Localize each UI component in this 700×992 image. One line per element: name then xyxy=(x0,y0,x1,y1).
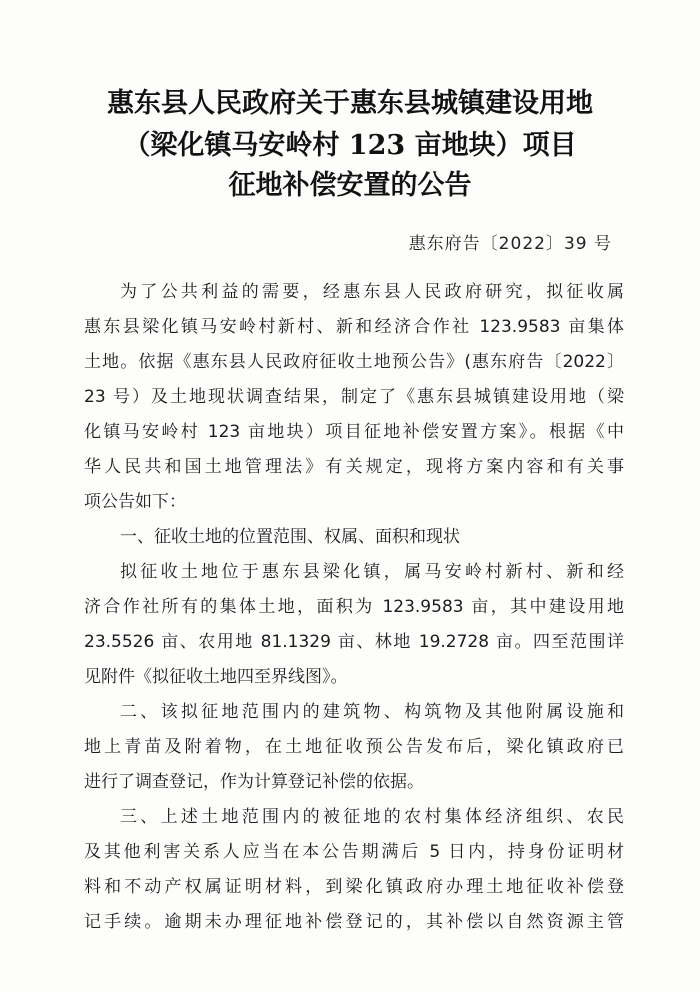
body-line: 惠东县梁化镇马安岭村新村、新和经济合作社 123.9583 亩集体 xyxy=(84,317,624,337)
body-line: 23 号）及土地现状调查结果，制定了《惠东县城镇建设用地（梁 xyxy=(84,387,624,407)
body-line: 进行了调查登记，作为计算登记补偿的依据。 xyxy=(84,772,424,792)
body-line: 华人民共和国土地管理法》有关规定，现将方案内容和有关事 xyxy=(84,457,624,477)
body-line: 23.5526 亩、农用地 81.1329 亩、林地 19.2728 亩。四至范围详 xyxy=(84,632,624,652)
section-heading-3: 三、上述土地范围内的被征地的农村集体经济组织、农民 xyxy=(120,807,624,827)
body-line: 记手续。逾期未办理征地补偿登记的，其补偿以自然资源主管 xyxy=(84,912,624,932)
document-body xyxy=(84,275,624,940)
body-line: 土地。依据《惠东县人民政府征收土地预公告》(惠东府告〔2022〕 xyxy=(84,352,624,372)
body-line: 料和不动产权属证明材料，到梁化镇政府办理土地征收补偿登 xyxy=(84,877,624,897)
body-line: 化镇马安岭村 123 亩地块）项目征地补偿安置方案》。根据《中 xyxy=(84,422,624,442)
section-heading-1: 一、征收土地的位置范围、权属、面积和现状 xyxy=(120,527,460,547)
section-heading-2: 二、该拟征地范围内的建筑物、构筑物及其他附属设施和 xyxy=(120,702,624,722)
body-line: 济合作社所有的集体土地，面积为 123.9583 亩，其中建设用地 xyxy=(84,597,624,617)
body-line: 拟征收土地位于惠东县梁化镇，属马安岭村新村、新和经 xyxy=(120,562,624,582)
body-line: 地上青苗及附着物，在土地征收预公告发布后，梁化镇政府已 xyxy=(84,737,624,757)
title-line-1: 惠东县人民政府关于惠东县城镇建设用地 xyxy=(107,88,593,119)
body-line: 项公告如下： xyxy=(84,492,186,512)
body-line: 见附件《拟征收土地四至界线图》。 xyxy=(84,667,348,687)
body-line: 为了公共利益的需要，经惠东县人民政府研究，拟征收属 xyxy=(120,282,624,302)
title-line-3: 征地补偿安置的公告 xyxy=(228,170,472,201)
body-line: 及其他利害关系人应当在本公告期满后 5 日内，持身份证明材 xyxy=(84,842,624,862)
document-number: 惠东府告〔2022〕39 号 xyxy=(408,234,612,254)
title-line-2: （梁化镇马安岭村 123 亩地块）项目 xyxy=(123,130,577,161)
